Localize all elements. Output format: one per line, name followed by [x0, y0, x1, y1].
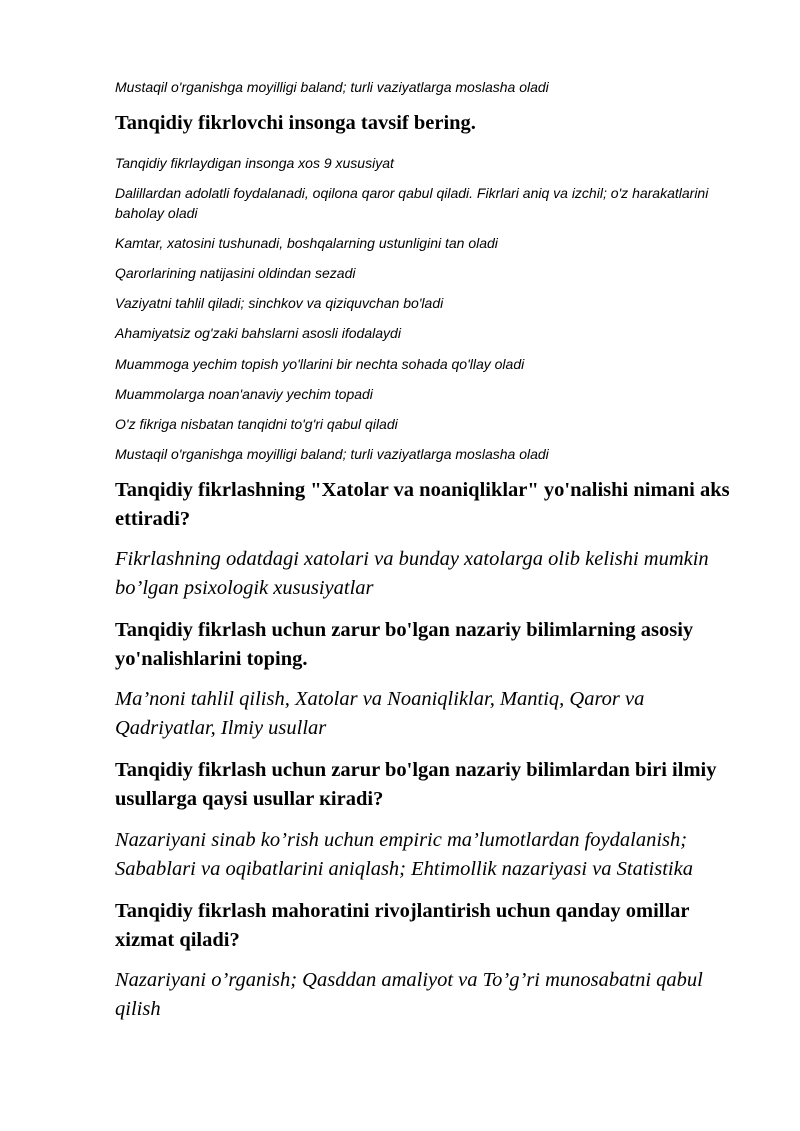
question-1-heading: Tanqidiy fikrlovchi insonga tavsif bering.: [115, 112, 476, 134]
list-item: Mustaqil o'rganishga moyilligi baland; turli vaziyatlarga moslasha oladi: [115, 446, 549, 462]
question-2-answer: Fikrlashning odatdagi xatolari va bunday xatolarga olib kelishi mumkin bo’lgan psixologik xususiyatlar: [115, 548, 709, 599]
list-item: Ahamiyatsiz og'zaki bahslarni asosli ifodalaydi: [115, 325, 401, 341]
question-3-heading: Tanqidiy fikrlash uchun zarur bo'lgan nazariy bilimlarning asosiy yo'nalishlarini toping.: [115, 619, 694, 670]
question-3-answer: Ma’noni tahlil qilish, Xatolar va Noaniqliklar, Mantiq, Qaror va Qadriyatlar, Ilmiy usullar: [115, 688, 645, 739]
list-item: Dalillardan adolatli foydalanadi, oqilona qaror qabul qiladi. Fikrlari aniq va izchil; o'z harakatlarini baholay oladi: [115, 185, 709, 221]
list-item: Qarorlarining natijasini oldindan sezadi: [115, 265, 356, 281]
list-item: O'z fikriga nisbatan tanqidni to'g'ri qabul qiladi: [115, 416, 398, 432]
question-5-answer: Nazariyani o’rganish; Qasddan amaliyot va To’g’ri munosabatni qabul qilish: [115, 969, 703, 1020]
question-4-answer: Nazariyani sinab ko’rish uchun empiric ma’lumotlardan foydalanish; Sabablari va oqibatlarini aniqlash; Ehtimollik nazariyasi va Statistika: [115, 829, 693, 880]
question-4-heading: Tanqidiy fikrlash uchun zarur bo'lgan nazariy bilimlardan biri ilmiy usullarga qaysi usullar кiradi?: [115, 759, 717, 810]
list-item: Vaziyatni tahlil qiladi; sinchkov va qiziquvchan bo'ladi: [115, 295, 444, 311]
intro-line: Mustaqil o'rganishga moyilligi baland; turli vaziyatlarga moslasha oladi: [115, 79, 549, 95]
question-5-heading: Tanqidiy fikrlash mahoratini rivojlantirish uchun qanday omillar xizmat qiladi?: [115, 900, 690, 951]
list-item: Kamtar, xatosini tushunadi, boshqalarning ustunligini tan oladi: [115, 235, 498, 251]
list-item: Muammolarga noan'anaviy yechim topadi: [115, 386, 373, 402]
list-item: Tanqidiy fikrlaydigan insonga xos 9 xususiyat: [115, 155, 394, 171]
question-2-heading: Tanqidiy fikrlashning "Xatolar va noaniqliklar" yo'nalishi nimani aks ettiradi?: [115, 479, 730, 530]
list-item: Muammoga yechim topish yo'llarini bir nechta sohada qo'llay oladi: [115, 356, 525, 372]
